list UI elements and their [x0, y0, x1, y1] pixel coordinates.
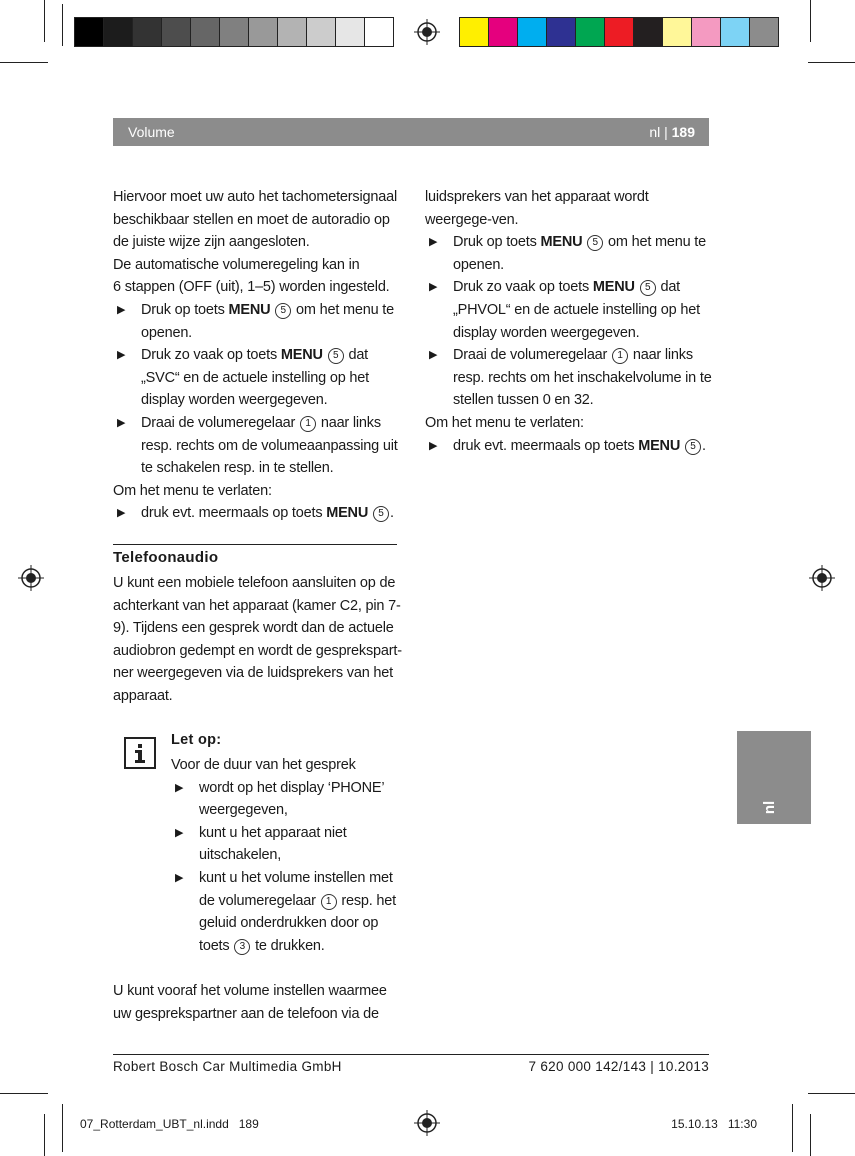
auto-volume-line: 6 stappen (OFF (uit), 1–5) worden ingesteld.: [113, 279, 390, 296]
bullet-icon: ▶: [117, 303, 126, 316]
list-item: ▶ kunt u het apparaat niet uitschakelen,: [171, 822, 399, 867]
color-swatch: [219, 17, 249, 47]
bullet-icon: ▶: [429, 439, 438, 452]
crop-mark: [810, 1114, 811, 1156]
crop-mark: [0, 1093, 48, 1094]
bullet-icon: ▶: [429, 281, 438, 294]
section-rule: [113, 544, 397, 545]
list-item: ▶ druk evt. meermaals op toets MENU 5 .: [113, 502, 401, 525]
language-tab: nl: [737, 731, 811, 824]
right-column: [425, 186, 713, 457]
color-swatch: [691, 17, 721, 47]
color-swatch: [662, 17, 692, 47]
header-title: Volume: [128, 124, 175, 140]
closing-paragraph: U kunt vooraf het volume instellen waarmee uw gesprekspartner aan de telefoon via de: [113, 983, 387, 1022]
color-swatch: [306, 17, 336, 47]
info-icon: [124, 737, 156, 769]
note-body: [171, 754, 399, 957]
color-swatch: [277, 17, 307, 47]
list-item: ▶ Druk op toets MENU 5 om het menu te openen.: [425, 231, 713, 276]
header-page-number: nl | 189: [649, 124, 695, 140]
section-body: U kunt een mobiele telefoon aansluiten op de achterkant van het apparaat (kamer C2, pin 7-9). Tijdens een gesprek wordt dan de actuele audiobron gedempt en wordt de gesprekspart-ner weergegeven via de luidsprekers van het apparaat.: [113, 575, 402, 704]
color-swatch: [74, 17, 104, 47]
crop-mark: [62, 1104, 63, 1152]
exit-label: Om het menu te verlaten:: [113, 482, 272, 499]
list-item: ▶ wordt op het display ‘PHONE’ weergegeven,: [171, 777, 399, 822]
registration-mark-icon: [809, 565, 835, 591]
bullet-icon: ▶: [117, 416, 126, 429]
footer-doc-number: 7 620 000 142/143 | 10.2013: [528, 1059, 709, 1074]
list-item: ▶ Draai de volumeregelaar 1 naar links resp. rechts om de volumeaanpassing uit te schakelen resp. in te stellen.: [113, 412, 401, 480]
note-intro: Voor de duur van het gesprek: [171, 757, 356, 773]
list-item: ▶ Draai de volumeregelaar 1 naar links resp. rechts om het inschakelvolume in te stellen tussen 0 en 32.: [425, 344, 713, 412]
color-swatch: [161, 17, 191, 47]
color-swatch: [335, 17, 365, 47]
color-swatch: [720, 17, 750, 47]
left-column: [113, 186, 401, 525]
exit-label: Om het menu te verlaten:: [425, 414, 584, 431]
crop-mark: [62, 4, 63, 46]
footer-company: Robert Bosch Car Multimedia GmbH: [113, 1059, 342, 1074]
auto-volume-line: De automatische volumeregeling kan in: [113, 256, 360, 273]
color-swatch: [459, 17, 489, 47]
color-swatch: [633, 17, 663, 47]
crop-mark: [808, 1093, 855, 1094]
crop-mark: [18, 62, 48, 63]
color-swatch: [517, 17, 547, 47]
continued-paragraph: luidsprekers van het apparaat wordt weergege-ven.: [425, 189, 649, 228]
bullet-icon: ▶: [175, 826, 184, 839]
registration-mark-icon: [414, 1110, 440, 1136]
footer-rule: [113, 1054, 709, 1055]
color-swatch: [103, 17, 133, 47]
color-swatch: [190, 17, 220, 47]
intro-paragraph: Hiervoor moet uw auto het tachometersignaal beschikbaar stellen en moet de autoradio op de juiste wijze zijn aangesloten.: [113, 189, 397, 251]
color-swatch: [546, 17, 576, 47]
list-item: ▶ Druk zo vaak op toets MENU 5 dat „PHVOL“ en de actuele instelling op het display worden weergegeven.: [425, 276, 713, 344]
registration-mark-icon: [18, 565, 44, 591]
list-item: ▶ druk evt. meermaals op toets MENU 5 .: [425, 435, 713, 458]
color-swatch: [604, 17, 634, 47]
note-title: Let op:: [171, 732, 222, 748]
crop-mark: [792, 1104, 793, 1152]
crop-mark: [44, 0, 45, 42]
crop-mark: [44, 1114, 45, 1156]
bullet-icon: ▶: [175, 871, 184, 884]
color-swatch: [575, 17, 605, 47]
crop-mark: [808, 62, 855, 63]
bullet-icon: ▶: [117, 507, 126, 520]
bullet-icon: ▶: [429, 236, 438, 249]
bullet-icon: ▶: [175, 781, 184, 794]
crop-mark: [0, 62, 18, 63]
list-item: ▶ Druk op toets MENU 5 om het menu te openen.: [113, 299, 401, 344]
slug-filename: 07_Rotterdam_UBT_nl.indd 189: [80, 1117, 259, 1131]
registration-mark-icon: [414, 19, 440, 45]
section-title: Telefoonaudio: [113, 549, 219, 566]
color-swatch: [248, 17, 278, 47]
slug-timestamp: 15.10.13 11:30: [671, 1117, 757, 1131]
header-bar: [113, 118, 709, 146]
color-swatch: [364, 17, 394, 47]
crop-mark: [810, 0, 811, 42]
bullet-icon: ▶: [429, 349, 438, 362]
bullet-icon: ▶: [117, 349, 126, 362]
list-item: ▶ kunt u het volume instellen met de volumeregelaar 1 resp. het geluid onderdrukken door op toets 3 te drukken.: [171, 867, 399, 957]
color-swatch: [749, 17, 779, 47]
color-swatch: [132, 17, 162, 47]
list-item: ▶ Druk zo vaak op toets MENU 5 dat „SVC“ en de actuele instelling op het display worden weergegeven.: [113, 344, 401, 412]
color-swatch: [488, 17, 518, 47]
